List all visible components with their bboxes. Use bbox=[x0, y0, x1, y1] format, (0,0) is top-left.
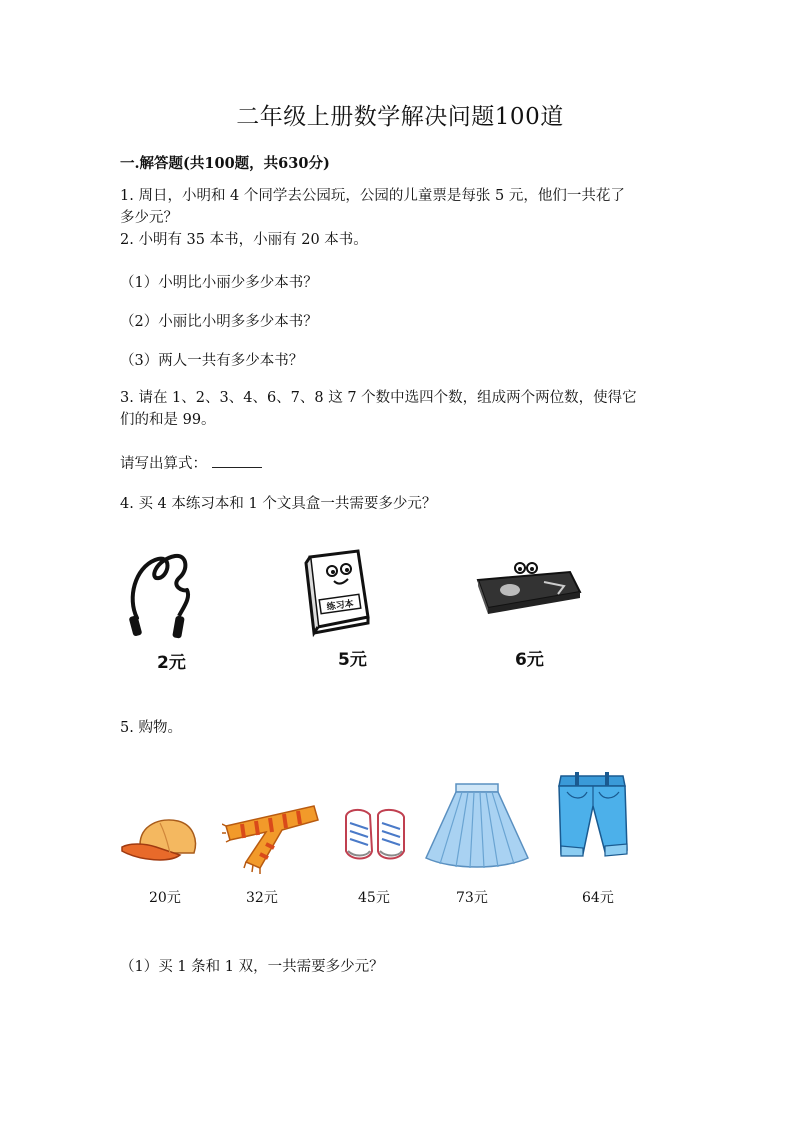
question-1-line-1: 1. 周日，小明和 4 个同学去公园玩，公园的儿童票是每张 5 元，他们一共花了 bbox=[120, 188, 625, 204]
price-label: 2元 bbox=[157, 653, 186, 673]
price-label: 32元 bbox=[246, 890, 278, 906]
jeans-icon bbox=[553, 770, 633, 865]
scarf-icon bbox=[222, 800, 322, 875]
question-2-sub-2: （2）小丽比小明多多少本书？ bbox=[120, 314, 318, 330]
question-3 bbox=[120, 387, 690, 431]
section-heading: 一.解答题(共100题，共630分) bbox=[120, 155, 330, 172]
question-4: 4. 买 4 本练习本和 1 个文具盒一共需要多少元？ bbox=[120, 496, 437, 512]
price-label: 45元 bbox=[358, 890, 390, 906]
jump-rope-icon bbox=[125, 548, 205, 648]
price-label: 64元 bbox=[582, 890, 614, 906]
question-3-line-2: 们的和是 99。 bbox=[120, 412, 216, 428]
question-5-sub-1: （1）买 1 条和 1 双，一共需要多少元？ bbox=[120, 959, 384, 975]
pencil-case-icon bbox=[474, 558, 584, 618]
price-label: 5元 bbox=[338, 650, 367, 670]
question-2-sub-3: （3）两人一共有多少本书？ bbox=[120, 353, 304, 369]
price-label: 6元 bbox=[515, 650, 544, 670]
price-label: 73元 bbox=[456, 890, 488, 906]
question-2: 2. 小明有 35 本书，小丽有 20 本书。 bbox=[120, 232, 368, 248]
question-1 bbox=[120, 185, 690, 229]
page-title: 二年级上册数学解决问题100道 bbox=[236, 104, 564, 130]
cap-icon bbox=[120, 815, 200, 865]
question-3-line-1: 3. 请在 1、2、3、4、6、7、8 这 7 个数中选四个数，组成两个两位数，使得它 bbox=[120, 390, 637, 406]
question-3-prompt: 请写出算式： bbox=[120, 456, 207, 472]
notebook-cover-label: 练习本 bbox=[326, 599, 355, 613]
skirt-icon bbox=[422, 780, 532, 872]
question-1-line-2: 多少元？ bbox=[120, 210, 178, 226]
question-3-answer-line bbox=[120, 452, 262, 473]
shoes-icon bbox=[340, 805, 410, 865]
answer-blank[interactable] bbox=[212, 453, 262, 468]
question-2-sub-1: （1）小明比小丽少多少本书？ bbox=[120, 275, 318, 291]
price-label: 20元 bbox=[149, 890, 181, 906]
notebook-icon bbox=[300, 545, 380, 640]
question-5: 5. 购物。 bbox=[120, 720, 182, 736]
